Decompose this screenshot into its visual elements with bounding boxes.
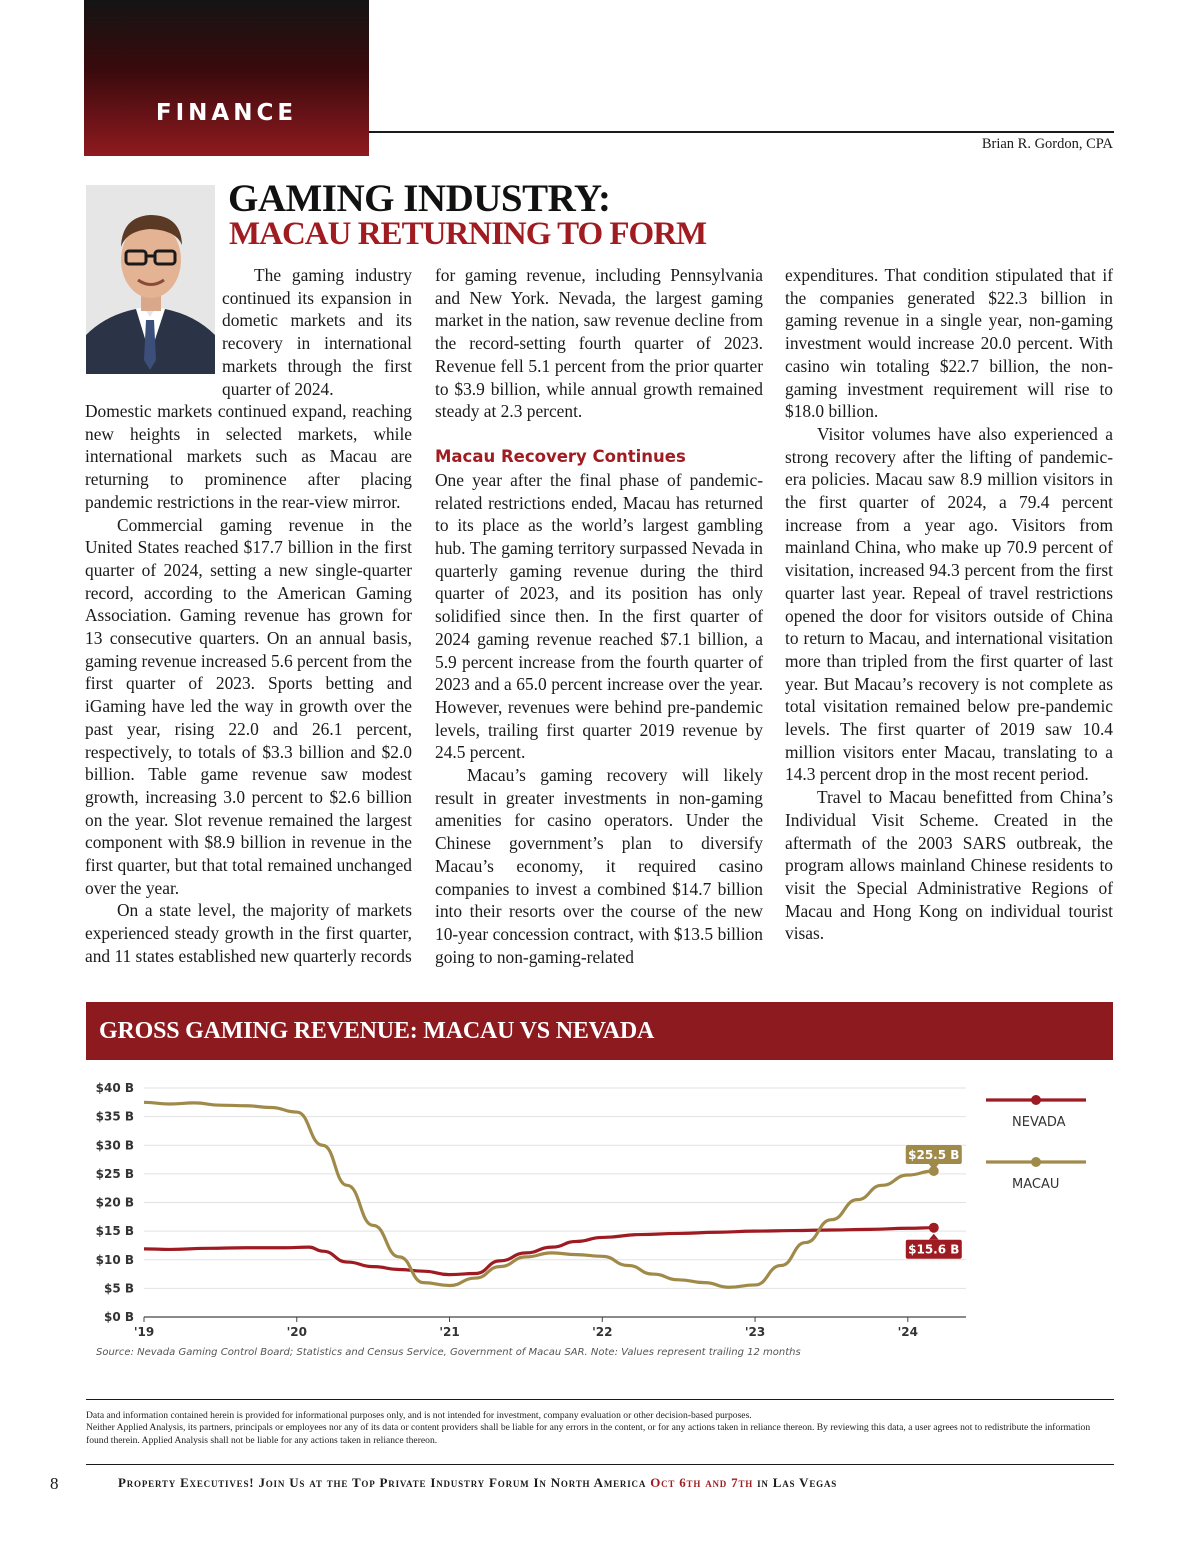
revenue-line-chart (86, 1070, 1116, 1370)
author-byline: Brian R. Gordon, CPA (981, 136, 1113, 152)
footer-divider (86, 1464, 1114, 1465)
y-tick-label: $5 B (103, 1281, 134, 1296)
y-tick-label: $15 B (95, 1224, 134, 1239)
chart-title: GROSS GAMING REVENUE: MACAU VS NEVADA (99, 1018, 655, 1044)
y-tick-label: $0 B (103, 1310, 134, 1324)
promo-dates: Oct 6th and 7th (650, 1475, 754, 1490)
x-tick-label: '20 (286, 1325, 307, 1339)
section-banner (84, 0, 369, 156)
header-divider (369, 131, 1114, 133)
body-paragraph: Macau’s gaming recovery will likely result in greater investments in non-gaming amenities for casino operators. Under the Chinese government’s plan to diversify Macau’s economy, it required casino companies to invest a combined $14.7 billion into their resorts over the course of the new 10-year concession contract, with $13.5 billion going to non-gaming-related (435, 765, 763, 967)
body-paragraph: On a state level, the majority of markets experienced steady growth in the first quarter, and 11 states established new quarterly records (85, 900, 412, 966)
column-2 (435, 264, 763, 968)
chart-banner (86, 1002, 1113, 1060)
body-paragraph: expenditures. That condition stipulated that if the companies generated $22.3 billion in gaming revenue in a single year, non-gaming investment would increase 20.0 percent. With casino win totaling $22.7 billion, the non-gaming investment requirement will rise to $18.0 billion. (785, 265, 1113, 422)
disclaimer-line: Data and information contained herein is provided for informational purposes only, and is not intended for investment, company evaluation or other decision-based purposes. (86, 1410, 752, 1421)
body-paragraph: Domestic markets continued expand, reaching new heights in selected markets, while international markets such as Macau are returning to prominence after placing pandemic restrictions in the rear-view mirror. (85, 401, 412, 512)
promo-location: in Las Vegas (757, 1475, 838, 1490)
body-paragraph: One year after the final phase of pandemic-related restrictions ended, Macau has returned to its place as the world’s largest gambling hub. The gaming territory surpassed Nevada in quarterly gaming revenue during the third quarter of 2023, and its position has only solidified since then. In the first quarter of 2024 gaming revenue reached $7.1 billion, a 5.9 percent increase from the fourth quarter of 2023 and a 65.0 percent increase over the year. However, revenues were behind pre-pandemic levels, trailing first quarter 2019 revenue by 24.5 percent. (435, 469, 763, 763)
section-label: FINANCE (155, 100, 298, 126)
x-tick-label: '21 (439, 1325, 460, 1339)
section-heading: Macau Recovery Continues (435, 446, 686, 466)
x-tick-label: '24 (897, 1325, 918, 1339)
intro-paragraph: The gaming industry continued its expansion in dometic markets and its recovery in international markets through the first quarter of 2024. (222, 265, 412, 399)
promo-banner (118, 1475, 837, 1491)
y-tick-label: $35 B (95, 1109, 134, 1124)
end-value-label: $15.6 B (908, 1242, 960, 1257)
page-number: 8 (50, 1474, 59, 1493)
legend-label-nevada: NEVADA (1012, 1115, 1066, 1130)
series-end-point-nevada (929, 1223, 939, 1233)
y-tick-label: $20 B (95, 1195, 134, 1210)
column-1 (85, 400, 412, 968)
disclaimer-line: Neither Applied Analysis, its partners, principals or employees nor any of its data or content providers shall be liable for any errors in the content, or for any actions taken in reliance thereon. By reviewing this data, a user agrees not to redistribute the information found therein. Applied Analysis shall not be liable for any actions taken in reliance thereon. (86, 1422, 1091, 1446)
x-tick-label: '19 (133, 1325, 155, 1339)
author-portrait-image (86, 185, 215, 374)
x-tick-label: '23 (744, 1325, 766, 1339)
y-tick-label: $40 B (95, 1081, 134, 1095)
y-tick-label: $25 B (95, 1166, 134, 1181)
column-1-intro (222, 264, 412, 400)
x-tick-label: '22 (592, 1325, 613, 1339)
y-tick-label: $10 B (95, 1252, 134, 1267)
legend-marker-nevada (1031, 1095, 1041, 1105)
body-paragraph: for gaming revenue, including Pennsylvania and New York. Nevada, the largest gaming market in the nation, saw revenue decline from the record-setting fourth quarter of 2023. Revenue fell 5.1 percent from the prior quarter to $3.9 billion, while annual growth remained steady at 2.3 percent. (435, 265, 763, 422)
body-paragraph: Travel to Macau benefitted from China’s Individual Visit Scheme. Created in the aftermath of the 2003 SARS outbreak, the program allows mainland Chinese residents to visit the Special Administrative Regions of Macau and Hong Kong on individual tourist visas. (785, 787, 1113, 944)
article-title: GAMING INDUSTRY: (228, 177, 611, 220)
legend-marker-macau (1031, 1157, 1041, 1167)
author-photo (86, 185, 215, 374)
chart-source-note: Source: Nevada Gaming Control Board; Statistics and Census Service, Government of Macau SAR. Note: Values represent trailing 12 months (96, 1347, 801, 1358)
end-value-pointer (929, 1234, 939, 1240)
body-paragraph: Commercial gaming revenue in the United States reached $17.7 billion in the first quarter of 2024, setting a new single-quarter record, according to the American Gaming Association. Gaming revenue has grown for 13 consecutive quarters. On an annual basis, gaming revenue increased 5.6 percent from the first quarter of 2023. Sports betting and iGaming have led the way in growth over the past year, rising 22.0 and 26.1 percent, respectively, to totals of $3.3 billion and $2.0 billion. Table game revenue saw modest growth, increasing 3.0 percent to $2.6 billion on the year. Slot revenue remained the largest component with $8.9 billion in revenue in the first quarter, but that total remained unchanged over the year. (85, 514, 412, 898)
footer-divider (86, 1399, 1114, 1400)
end-value-label: $25.5 B (908, 1148, 960, 1163)
promo-text: Property Executives! Join Us at the Top Private Industry Forum In North America (118, 1475, 647, 1490)
y-tick-label: $30 B (95, 1138, 134, 1153)
article-subtitle: MACAU RETURNING TO FORM (229, 216, 707, 252)
body-paragraph: Visitor volumes have also experienced a strong recovery after the lifting of pandemic-era policies. Macau saw 8.9 million visitors in the first quarter of 2024, a 79.4 percent increase from a year ago. Visitors from mainland China, who make up 70.9 percent of visitation, increased 94.3 percent from the first quarter last year. Repeal of travel restrictions opened the door for visitors outside of China to return to Macau, and international visitation more than tripled from the first quarter of last year. But Macau’s recovery is not complete as total visitation remained below pre-pandemic levels. The first quarter of 2019 saw 10.4 million visitors enter Macau, translating to a 14.3 percent drop in the most recent period. (785, 423, 1113, 785)
column-3 (785, 264, 1113, 945)
disclaimer (86, 1410, 1114, 1447)
legend-label-macau: MACAU (1012, 1177, 1060, 1192)
